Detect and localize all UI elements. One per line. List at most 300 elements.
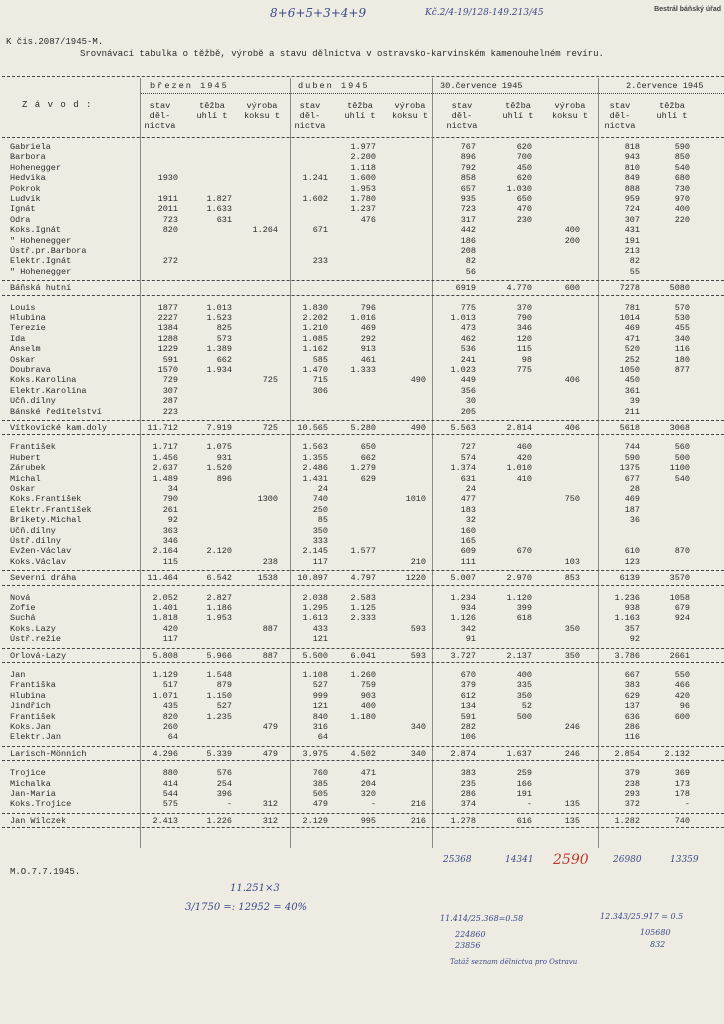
table-cell: 11.464 <box>147 573 178 584</box>
table-cell: 1.780 <box>350 194 376 204</box>
table-cell: 2.827 <box>206 592 232 603</box>
table-cell: 103 <box>564 556 580 567</box>
table-cell: 205 <box>460 406 476 417</box>
table-cell: 1050 <box>619 365 640 375</box>
table-cell: 123 <box>624 556 640 567</box>
table-cell: 1.431 <box>302 473 328 484</box>
table-cell: 254 <box>216 778 232 789</box>
table-cell: 530 <box>674 313 690 323</box>
table-cell: 3.975 <box>302 748 328 759</box>
table-cell: 210 <box>410 556 426 567</box>
table-cell: 340 <box>674 333 690 344</box>
table-cell: 400 <box>564 225 580 236</box>
table-cell: 796 <box>360 302 376 313</box>
table-cell: 1.470 <box>302 365 328 375</box>
table-cell: 24 <box>465 484 476 494</box>
handwritten-top-right: Kč.2/4-19/128-149.213/45 <box>425 8 544 18</box>
table-cell: 414 <box>162 778 178 789</box>
table-cell: 469 <box>360 323 376 334</box>
table-cell: 10.897 <box>297 573 328 584</box>
table-cell: 1.210 <box>302 323 328 334</box>
table-cell: 5.808 <box>152 650 178 661</box>
table-cell: 2.038 <box>302 592 328 603</box>
table-cell: 1375 <box>619 463 640 474</box>
row-label: Elektr.Ignát <box>10 256 72 267</box>
row-label: Jindřich <box>10 701 51 712</box>
table-cell: 1.237 <box>350 204 376 215</box>
table-cell: 662 <box>360 452 376 463</box>
col-header-vyroba: výroba koksu t <box>551 101 589 121</box>
table-cell: 350 <box>564 650 580 661</box>
table-cell: 1288 <box>157 333 178 344</box>
row-label: Barbora <box>10 152 46 163</box>
table-cell: 372 <box>624 799 640 810</box>
table-cell: 573 <box>216 333 232 344</box>
table-cell: 5.007 <box>450 573 476 584</box>
table-cell: 116 <box>674 344 690 355</box>
table-cell: 677 <box>624 473 640 484</box>
table-cell: 2.202 <box>302 313 328 323</box>
table-cell: 1.333 <box>350 365 376 375</box>
table-cell: 1.118 <box>350 162 376 173</box>
handwritten-note: 224860 <box>455 930 486 939</box>
table-cell: 1.374 <box>450 463 476 474</box>
table-cell: 286 <box>624 722 640 732</box>
table-cell: 250 <box>312 504 328 515</box>
table-cell: 500 <box>516 711 532 722</box>
table-cell: 252 <box>624 354 640 365</box>
table-cell: 2.854 <box>614 748 640 759</box>
total-rule-top <box>2 746 724 747</box>
table-cell: 292 <box>360 333 376 344</box>
table-cell: 3.786 <box>614 650 640 661</box>
table-cell: 924 <box>674 613 690 624</box>
table-cell: 744 <box>624 442 640 453</box>
table-cell: 943 <box>624 152 640 163</box>
table-cell: 2.164 <box>152 546 178 557</box>
table-cell: 896 <box>216 473 232 484</box>
table-cell: 121 <box>312 634 328 645</box>
table-cell: 369 <box>674 768 690 779</box>
handwritten-note: Tatáž seznam dělnictva pro Ostravu <box>450 958 578 966</box>
row-label: Zárubek <box>10 463 46 474</box>
col-header-stav: stav děl- nictva <box>294 101 326 131</box>
table-cell: 346 <box>162 536 178 546</box>
table-cell: 477 <box>460 494 476 505</box>
table-cell: 5080 <box>669 283 690 294</box>
table-cell: 400 <box>360 701 376 712</box>
table-cell: 2.486 <box>302 463 328 474</box>
table-cell: 260 <box>162 722 178 732</box>
table-cell: 1.085 <box>302 333 328 344</box>
table-cell: 52 <box>521 701 532 712</box>
table-cell: 667 <box>624 670 640 680</box>
table-cell: 1.637 <box>506 748 532 759</box>
table-cell: 2.874 <box>450 748 476 759</box>
row-label: František <box>10 711 56 722</box>
table-cell: 111 <box>460 556 476 567</box>
table-cell: 850 <box>674 152 690 163</box>
table-cell: 1.977 <box>350 142 376 152</box>
row-label: Koks.Václav <box>10 556 67 567</box>
table-cell: 931 <box>216 452 232 463</box>
table-cell: 879 <box>216 680 232 691</box>
table-cell: 178 <box>674 789 690 799</box>
table-cell: 2661 <box>669 650 690 661</box>
table-cell: 585 <box>312 354 328 365</box>
col-header-tezba: těžba uhlí t <box>656 101 688 121</box>
table-cell: 1.717 <box>152 442 178 453</box>
row-label: Báňská hutní <box>10 283 72 294</box>
row-label: Severní dráha <box>10 573 77 584</box>
table-cell: 1.613 <box>302 613 328 624</box>
table-cell: 870 <box>674 546 690 557</box>
table-cell: 420 <box>516 452 532 463</box>
col-header-vyroba: výroba koksu t <box>391 101 429 121</box>
total-rule-bottom <box>2 662 724 663</box>
table-cell: 56 <box>465 266 476 277</box>
table-cell: 460 <box>516 442 532 453</box>
total-rule-top <box>2 570 724 571</box>
total-rule-bottom <box>2 585 724 586</box>
row-label: Anselm <box>10 344 41 355</box>
table-cell: 91 <box>465 634 476 645</box>
row-label: Ústř.dílny <box>10 536 62 546</box>
table-cell: 1.234 <box>450 592 476 603</box>
table-cell: 340 <box>410 722 426 732</box>
table-cell: 5.280 <box>350 423 376 433</box>
row-label: " Hohenegger <box>10 266 72 277</box>
table-cell: 420 <box>162 623 178 634</box>
table-cell: 1.260 <box>350 670 376 680</box>
header-bottom-rule <box>2 137 724 138</box>
col-header-stav: stav děl- nictva <box>604 101 636 131</box>
table-cell: 590 <box>674 142 690 152</box>
table-cell: 2.132 <box>664 748 690 759</box>
table-cell: 187 <box>624 504 640 515</box>
table-cell: 760 <box>312 768 328 779</box>
table-cell: 223 <box>162 406 178 417</box>
table-cell: 191 <box>624 235 640 246</box>
table-cell: 1911 <box>157 194 178 204</box>
table-cell: 527 <box>216 701 232 712</box>
table-cell: 825 <box>216 323 232 334</box>
table-cell: 471 <box>360 768 376 779</box>
table-cell: 609 <box>460 546 476 557</box>
table-cell: 2011 <box>157 204 178 215</box>
total-rule-top <box>2 813 724 814</box>
table-cell: 137 <box>624 701 640 712</box>
handwritten-note: 26980 <box>613 855 642 865</box>
table-cell: 858 <box>460 173 476 184</box>
table-cell: 671 <box>312 225 328 236</box>
table-cell: - <box>684 799 690 810</box>
row-label: Koks.Ignát <box>10 225 62 236</box>
table-cell: 629 <box>360 473 376 484</box>
table-cell: 208 <box>460 246 476 256</box>
table-cell: 1.520 <box>206 463 232 474</box>
table-cell: 36 <box>629 515 640 526</box>
table-cell: 725 <box>262 375 278 386</box>
table-cell: 680 <box>674 173 690 184</box>
table-cell: 350 <box>564 623 580 634</box>
table-cell: - <box>526 799 532 810</box>
row-label: Doubrava <box>10 365 51 375</box>
table-cell: 5.339 <box>206 748 232 759</box>
table-cell: 1877 <box>157 302 178 313</box>
row-label: Jan Wilczek <box>10 815 67 826</box>
table-cell: 4.797 <box>350 573 376 584</box>
table-cell: 1.401 <box>152 603 178 613</box>
table-cell: 1014 <box>619 313 640 323</box>
table-cell: 1.120 <box>506 592 532 603</box>
table-cell: 853 <box>564 573 580 584</box>
table-cell: 116 <box>624 732 640 743</box>
table-cell: 1.129 <box>152 670 178 680</box>
table-cell: 1.071 <box>152 690 178 701</box>
table-cell: 470 <box>516 204 532 215</box>
table-cell: 82 <box>465 256 476 267</box>
table-cell: 259 <box>516 768 532 779</box>
table-cell: 469 <box>624 323 640 334</box>
table-cell: 7.919 <box>206 423 232 433</box>
table-cell: 536 <box>460 344 476 355</box>
table-cell: 1.563 <box>302 442 328 453</box>
table-cell: 877 <box>674 365 690 375</box>
row-label: Michalka <box>10 778 51 789</box>
row-label: Terezie <box>10 323 46 334</box>
table-cell: 2.200 <box>350 152 376 163</box>
table-cell: 235 <box>460 778 476 789</box>
row-label: Orlová-Lazy <box>10 650 67 661</box>
table-cell: 1.016 <box>350 313 376 323</box>
table-cell: 3068 <box>669 423 690 433</box>
table-cell: 629 <box>624 690 640 701</box>
table-cell: 896 <box>460 152 476 163</box>
table-cell: 400 <box>674 204 690 215</box>
table-cell: 317 <box>460 214 476 225</box>
table-cell: 82 <box>629 256 640 267</box>
total-rule-top <box>2 648 724 649</box>
table-cell: 1.548 <box>206 670 232 680</box>
table-cell: 293 <box>624 789 640 799</box>
table-cell: 570 <box>674 302 690 313</box>
table-cell: 1.030 <box>506 183 532 194</box>
table-cell: 631 <box>460 473 476 484</box>
table-cell: 781 <box>624 302 640 313</box>
table-cell: 715 <box>312 375 328 386</box>
table-cell: 2.129 <box>302 815 328 826</box>
table-cell: 216 <box>410 799 426 810</box>
table-cell: 24 <box>317 484 328 494</box>
row-label: Bánské ředitelství <box>10 406 102 417</box>
table-cell: 92 <box>167 515 178 526</box>
row-label: Hedvika <box>10 173 46 184</box>
table-cell: 450 <box>624 375 640 386</box>
table-cell: 670 <box>460 670 476 680</box>
table-cell: 657 <box>460 183 476 194</box>
table-cell: 1.010 <box>506 463 532 474</box>
table-cell: 11.712 <box>147 423 178 433</box>
table-cell: 191 <box>516 789 532 799</box>
table-cell: 96 <box>679 701 690 712</box>
row-label: Elektr.Jan <box>10 732 62 743</box>
handwritten-note: 12.343/25.917 = 0.5 <box>600 912 684 921</box>
table-cell: 442 <box>460 225 476 236</box>
table-cell: 527 <box>312 680 328 691</box>
period-4: 2.července 1945 <box>626 81 704 91</box>
table-cell: 1.600 <box>350 173 376 184</box>
table-cell: 357 <box>624 623 640 634</box>
table-cell: 849 <box>624 173 640 184</box>
table-cell: 820 <box>162 225 178 236</box>
row-label: Evžen-Václav <box>10 546 72 557</box>
col-header-tezba: těžba uhlí t <box>196 101 228 121</box>
table-cell: 121 <box>312 701 328 712</box>
table-cell: 39 <box>629 396 640 407</box>
table-cell: 6.041 <box>350 650 376 661</box>
table-cell: 1.241 <box>302 173 328 184</box>
table-cell: 576 <box>216 768 232 779</box>
table-cell: 462 <box>460 333 476 344</box>
table-cell: 1.126 <box>450 613 476 624</box>
table-cell: 662 <box>216 354 232 365</box>
table-cell: 5.563 <box>450 423 476 433</box>
table-cell: 211 <box>624 406 640 417</box>
row-label: Jan-Maria <box>10 789 56 799</box>
table-cell: 241 <box>460 354 476 365</box>
handwritten-note: 11.251×3 <box>230 883 280 894</box>
table-cell: 346 <box>516 323 532 334</box>
table-cell: 620 <box>516 173 532 184</box>
table-cell: 1.108 <box>302 670 328 680</box>
row-label: Oskar <box>10 354 36 365</box>
table-cell: 342 <box>460 623 476 634</box>
table-cell: 792 <box>460 162 476 173</box>
table-cell: 476 <box>360 214 376 225</box>
table-cell: 5.966 <box>206 650 232 661</box>
period-2: duben 1945 <box>298 81 370 91</box>
table-cell: 5618 <box>619 423 640 433</box>
table-cell: 550 <box>674 670 690 680</box>
column-divider <box>290 78 291 848</box>
table-cell: 396 <box>216 789 232 799</box>
table-cell: 1538 <box>257 573 278 584</box>
table-cell: 183 <box>460 504 476 515</box>
row-label: Hubert <box>10 452 41 463</box>
table-cell: 575 <box>162 799 178 810</box>
table-cell: 600 <box>674 711 690 722</box>
row-label: Louis <box>10 302 36 313</box>
table-cell: 593 <box>410 650 426 661</box>
table-cell: 3570 <box>669 573 690 584</box>
table-cell: 729 <box>162 375 178 386</box>
row-label: Ústř.režie <box>10 634 62 645</box>
table-cell: 1.186 <box>206 603 232 613</box>
handwritten-note: 13359 <box>670 855 699 865</box>
table-cell: 469 <box>624 494 640 505</box>
table-cell: 790 <box>516 313 532 323</box>
table-cell: 135 <box>564 799 580 810</box>
table-cell: 880 <box>162 768 178 779</box>
table-cell: 1.633 <box>206 204 232 215</box>
table-cell: 775 <box>516 365 532 375</box>
row-label: Františka <box>10 680 56 691</box>
period-1: březen 1945 <box>150 81 229 91</box>
table-cell: 1.075 <box>206 442 232 453</box>
table-cell: 620 <box>516 142 532 152</box>
table-cell: 500 <box>674 452 690 463</box>
row-label: Elektr.František <box>10 504 92 515</box>
table-cell: 723 <box>460 204 476 215</box>
table-cell: 1.226 <box>206 815 232 826</box>
table-cell: 312 <box>262 799 278 810</box>
table-cell: 670 <box>516 546 532 557</box>
table-cell: 1.023 <box>450 365 476 375</box>
table-cell: 287 <box>162 396 178 407</box>
total-rule-top <box>2 420 724 421</box>
table-cell: 307 <box>624 214 640 225</box>
table-cell: 913 <box>360 344 376 355</box>
table-cell: 406 <box>564 375 580 386</box>
table-cell: 115 <box>162 556 178 567</box>
table-cell: 165 <box>460 536 476 546</box>
row-label: Brikety.Michal <box>10 515 82 526</box>
total-rule-bottom <box>2 295 724 296</box>
table-cell: 903 <box>360 690 376 701</box>
table-cell: 385 <box>312 778 328 789</box>
row-label: Koks.Trojice <box>10 799 72 810</box>
table-cell: 120 <box>516 333 532 344</box>
table-cell: 2.413 <box>152 815 178 826</box>
table-cell: 115 <box>516 344 532 355</box>
table-cell: 591 <box>162 354 178 365</box>
handwritten-note: 11.414/25.368=0.58 <box>440 914 524 923</box>
row-label: Ústř.pr.Barbora <box>10 246 87 256</box>
table-cell: 238 <box>262 556 278 567</box>
table-cell: 479 <box>262 748 278 759</box>
table-cell: 282 <box>460 722 476 732</box>
table-cell: 650 <box>360 442 376 453</box>
table-cell: 238 <box>624 778 640 789</box>
table-cell: 1220 <box>405 573 426 584</box>
table-cell: 934 <box>460 603 476 613</box>
table-cell: 610 <box>624 546 640 557</box>
table-cell: 887 <box>262 623 278 634</box>
table-cell: 173 <box>674 778 690 789</box>
table-cell: 400 <box>516 670 532 680</box>
table-cell: 180 <box>674 354 690 365</box>
table-cell: 370 <box>516 302 532 313</box>
table-cell: 618 <box>516 613 532 624</box>
row-label: Ludvík <box>10 194 41 204</box>
table-cell: 730 <box>674 183 690 194</box>
table-cell: 204 <box>360 778 376 789</box>
row-label: Hlubina <box>10 313 46 323</box>
table-cell: 246 <box>564 722 580 732</box>
table-cell: 1930 <box>157 173 178 184</box>
table-cell: 2.583 <box>350 592 376 603</box>
table-cell: 1.162 <box>302 344 328 355</box>
table-cell: - <box>226 799 232 810</box>
row-label: Koks.Jan <box>10 722 51 732</box>
table-cell: 724 <box>624 204 640 215</box>
col-header-tezba: těžba uhlí t <box>344 101 376 121</box>
table-cell: 4.296 <box>152 748 178 759</box>
table-cell: 1.264 <box>252 225 278 236</box>
table-cell: 750 <box>564 494 580 505</box>
table-cell: 85 <box>317 515 328 526</box>
